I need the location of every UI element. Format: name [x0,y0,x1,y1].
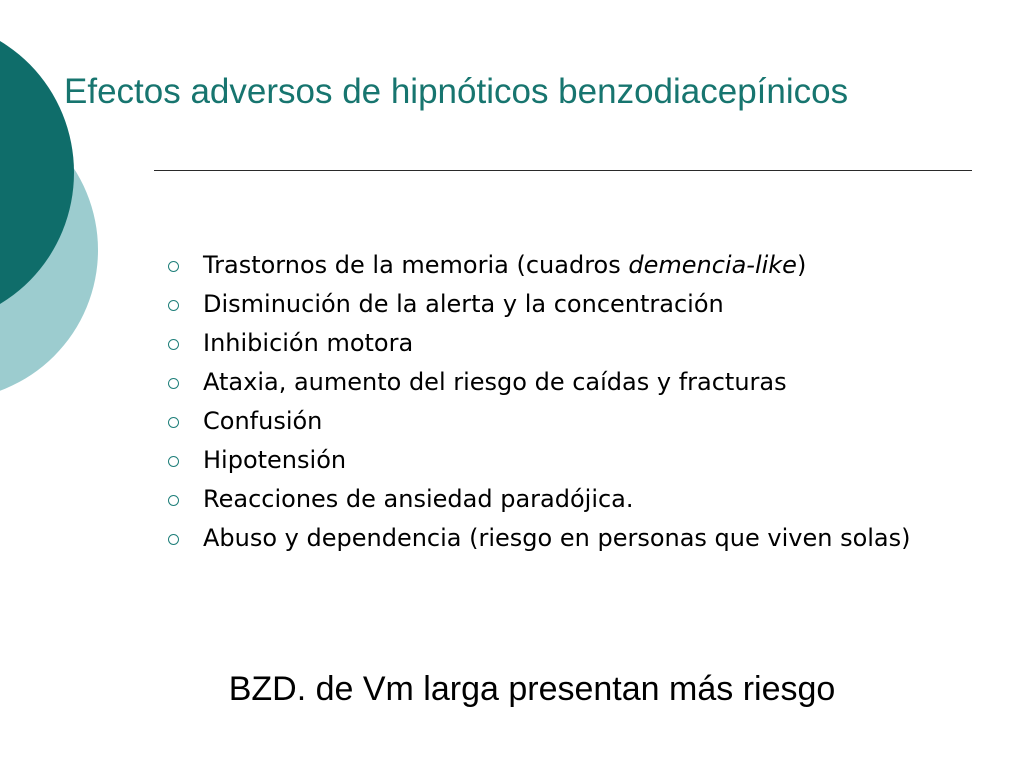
bullet-text: Disminución de la alerta y la concentración [203,290,724,318]
hollow-circle-bullet-icon [168,339,179,350]
bullet-item-hypotension [166,445,926,476]
bullet-item-memory [166,250,926,281]
hollow-circle-bullet-icon [168,456,179,467]
bullet-text: Confusión [203,407,323,435]
hollow-circle-bullet-icon [168,534,179,545]
bullet-item-ataxia [166,367,926,398]
bullet-item-abuse [166,523,926,554]
bullet-suffix: ) [796,251,807,279]
bullet-item-motor-inhibition [166,328,926,359]
hollow-circle-bullet-icon [168,300,179,311]
bullet-text: Trastornos de la memoria (cuadros [203,251,629,279]
bullet-list [166,250,926,562]
hollow-circle-bullet-icon [168,417,179,428]
hollow-circle-bullet-icon [168,495,179,506]
bullet-item-anxiety [166,484,926,515]
bullet-text: Ataxia, aumento del riesgo de caídas y fracturas [203,368,787,396]
bullet-text: Inhibición motora [203,329,414,357]
bullet-text: Reacciones de ansiedad paradójica. [203,485,634,513]
hollow-circle-bullet-icon [168,378,179,389]
bullet-text: Hipotensión [203,446,347,474]
bullet-text: Abuso y dependencia (riesgo en personas que viven solas) [203,524,911,552]
bullet-item-confusion [166,406,926,437]
slide-title: Efectos adversos de hipnóticos benzodiacepínicos [64,72,849,111]
hollow-circle-bullet-icon [168,261,179,272]
title-divider [154,170,972,171]
bullet-item-alertness [166,289,926,320]
footer-note: BZD. de Vm larga presentan más riesgo [228,670,836,708]
bullet-emphasis: demencia-like [628,251,797,279]
